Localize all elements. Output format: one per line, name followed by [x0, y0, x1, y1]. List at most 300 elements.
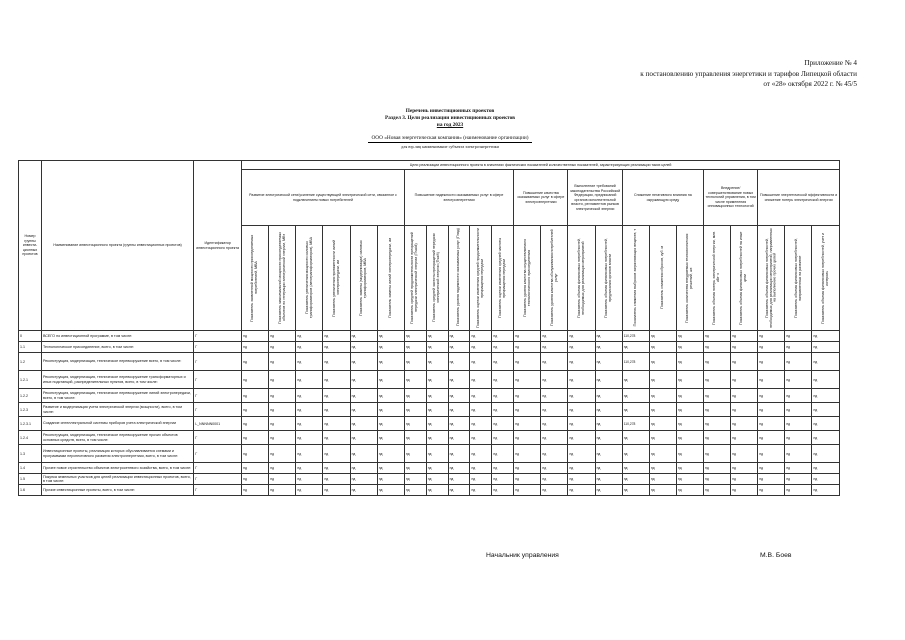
row-value-cell: нд	[323, 485, 350, 496]
row-value-cell: нд	[704, 353, 731, 371]
indicator-head-5	[350, 226, 377, 331]
row-value-cell: нд	[296, 389, 323, 403]
row-value-cell: нд	[470, 463, 492, 474]
row-value-cell: нд	[448, 342, 470, 353]
table-row	[19, 445, 840, 463]
row-value-cell: нд	[426, 342, 448, 353]
row-value-cell: нд	[470, 485, 492, 496]
indicator-label: Показатель замены (модернизации) силовых трансформаторов, МВА	[358, 239, 367, 316]
row-value-cell: нд	[812, 403, 840, 417]
indicator-label: Показатель оценки изменения средней продолжительности прекращения передачи	[476, 227, 484, 328]
row-value-cell: нд	[676, 431, 703, 445]
row-value-cell: нд	[595, 485, 622, 496]
indicator-label: Показатель объема финансовых потребностей, направленных на развитие	[793, 237, 802, 318]
row-value-cell: нд	[492, 342, 514, 353]
row-value-cell: нд	[296, 431, 323, 445]
row-value-cell: нд	[595, 445, 622, 463]
indicator-head-2	[269, 226, 296, 331]
row-value-cell: нд	[404, 389, 426, 403]
row-value-cell: нд	[758, 485, 785, 496]
indicator-head-16	[622, 226, 649, 331]
row-value-cell: нд	[404, 485, 426, 496]
row-number: 1.4	[19, 463, 42, 474]
row-identifier: Г	[194, 353, 242, 371]
row-value-cell: нд	[758, 353, 785, 371]
row-value-cell: нд	[595, 431, 622, 445]
row-name: ВСЕГО по инвестиционной программе, в том числе:	[41, 331, 193, 342]
row-value-cell: нд	[448, 485, 470, 496]
row-value-cell: нд	[731, 474, 758, 485]
row-value-cell: нд	[704, 331, 731, 342]
row-value-cell: нд	[350, 431, 377, 445]
row-name: Создание интеллектуальной системы приборов учета электрической энергии	[41, 417, 193, 431]
indicator-label: Показатель максимальной мощности присоединяемых объектов по генерации электрической энергии, МВт	[277, 231, 286, 324]
row-value-cell: нд	[470, 417, 492, 431]
row-value-cell: нд	[731, 417, 758, 431]
col-head-name: Наименование инвестиционного проекта (группы инвестиционных проектов)	[41, 161, 193, 331]
projects-table	[18, 160, 840, 496]
row-value-cell: нд	[323, 389, 350, 403]
row-value-cell: нд	[785, 417, 812, 431]
indicator-head-18	[676, 226, 703, 331]
table-row	[19, 417, 840, 431]
row-value-cell: нд	[812, 445, 840, 463]
group-head-1: Развитие электрической сети/усиление существующей электрической сети, связанное с подключением новых потребителей	[242, 170, 405, 226]
row-value-cell: нд	[622, 463, 649, 474]
row-value-cell: нд	[296, 474, 323, 485]
row-value-cell: нд	[404, 371, 426, 389]
row-value-cell: нд	[731, 389, 758, 403]
row-value-cell: нд	[595, 371, 622, 389]
indicator-label: Показатель средней продолжительности прекращений передачи электрической энергии (Пsaidi)	[410, 231, 419, 324]
row-number: 1.2.2	[19, 389, 42, 403]
row-value-cell: нд	[296, 485, 323, 496]
indicator-head-1	[242, 226, 269, 331]
row-value-cell: нд	[731, 371, 758, 389]
indicator-head-7	[404, 226, 426, 331]
row-value-cell: нд	[404, 445, 426, 463]
row-value-cell: нд	[296, 371, 323, 389]
row-value-cell: нд	[541, 353, 568, 371]
row-value-cell: нд	[242, 485, 269, 496]
row-value-cell: нд	[448, 417, 470, 431]
row-value-cell: нд	[812, 431, 840, 445]
row-value-cell: нд	[676, 353, 703, 371]
row-name: Прочие инвестиционные проекты, всего, в том числе:	[41, 485, 193, 496]
row-value-cell: нд	[323, 331, 350, 342]
indicator-label: Показатель уровня качества обслуживания потребителей услуг	[549, 229, 558, 326]
row-value-cell: нд	[622, 371, 649, 389]
row-value-cell: нд	[323, 353, 350, 371]
row-value-cell: нд	[404, 431, 426, 445]
row-name: Реконструкция, модернизация, техническое перевооружение трансформаторных и иных подстанций, распределительных пунктов, всего, в том числе:	[41, 371, 193, 389]
indicator-label: Показатель объема финансовых потребностей, учет и контроль	[820, 231, 829, 324]
row-value-cell: нд	[758, 417, 785, 431]
row-value-cell: нд	[269, 445, 296, 463]
row-value-cell: нд	[758, 371, 785, 389]
indicator-label: Показатель увеличения протяженности линий электропередачи, км	[331, 238, 340, 317]
row-value-cell: нд	[649, 389, 676, 403]
row-value-cell: нд	[731, 431, 758, 445]
row-identifier: Г	[194, 431, 242, 445]
row-value-cell: нд	[595, 331, 622, 342]
appendix-date: от «28» октября 2022 г. № 45/5	[763, 80, 857, 88]
row-value-cell: нд	[785, 342, 812, 353]
row-value-cell: нд	[812, 463, 840, 474]
row-value-cell: нд	[541, 371, 568, 389]
row-value-cell: нд	[269, 389, 296, 403]
row-value-cell: нд	[350, 371, 377, 389]
row-value-cell: нд	[704, 389, 731, 403]
row-value-cell: нд	[676, 371, 703, 389]
row-value-cell: нд	[568, 485, 595, 496]
row-value-cell: нд	[541, 331, 568, 342]
row-value-cell: нд	[492, 371, 514, 389]
row-value-cell: нд	[269, 474, 296, 485]
row-value-cell: нд	[622, 403, 649, 417]
col-head-goals: Цели реализации инвестиционного проекта в значениях фактических показателей количественных показателей, характеризующих реализации таких целей	[242, 161, 840, 170]
row-value-cell: нд	[812, 331, 840, 342]
row-value-cell: нд	[350, 485, 377, 496]
row-value-cell: нд	[269, 403, 296, 417]
row-value-cell: нд	[568, 463, 595, 474]
row-number: 0	[19, 331, 42, 342]
row-value-cell: нд	[649, 445, 676, 463]
row-value-cell: нд	[568, 371, 595, 389]
row-value-cell: нд	[492, 403, 514, 417]
row-value-cell: нд	[296, 403, 323, 417]
row-value-cell: нд	[514, 417, 541, 431]
row-value-cell: нд	[242, 463, 269, 474]
row-value-cell: нд	[514, 463, 541, 474]
row-number: 1.5	[19, 474, 42, 485]
row-value-cell: нд	[377, 445, 404, 463]
row-value-cell: нд	[514, 403, 541, 417]
row-value-cell: нд	[426, 445, 448, 463]
table-row	[19, 353, 840, 371]
indicator-label: Показатель оценки изменения средней частоты прекращения передачи	[498, 237, 506, 318]
row-value-cell: нд	[323, 445, 350, 463]
row-value-cell: нд	[704, 403, 731, 417]
row-value-cell: нд	[470, 389, 492, 403]
row-value-cell: нд	[323, 474, 350, 485]
row-value-cell: нд	[350, 403, 377, 417]
row-value-cell: нд	[622, 445, 649, 463]
row-value-cell: нд	[595, 389, 622, 403]
table-row	[19, 371, 840, 389]
row-value-cell: нд	[704, 445, 731, 463]
indicator-head-8	[426, 226, 448, 331]
row-value-cell: нд	[492, 417, 514, 431]
row-value-cell: нд	[731, 445, 758, 463]
row-value-cell: нд	[758, 474, 785, 485]
row-number: 1.2	[19, 353, 42, 371]
row-value-cell: нд	[731, 331, 758, 342]
row-value-cell: нд	[541, 417, 568, 431]
row-value-cell: нд	[242, 389, 269, 403]
organization-name: ООО «Новая энергетическая компания» (наименование организации)	[368, 135, 531, 143]
row-value-cell: нд	[676, 463, 703, 474]
row-value-cell: нд	[568, 445, 595, 463]
row-value-cell: нд	[595, 463, 622, 474]
indicator-head-10	[470, 226, 492, 331]
row-value-cell: нд	[492, 474, 514, 485]
indicator-head-19	[704, 226, 731, 331]
row-value-cell: нд	[541, 342, 568, 353]
row-value-cell: нд	[350, 353, 377, 371]
row-value-cell: нд	[812, 485, 840, 496]
row-value-cell: нд	[377, 353, 404, 371]
row-value-cell: нд	[426, 389, 448, 403]
indicator-label: Показатель снижения сбросов, куб. м	[659, 246, 664, 309]
row-value-cell: нд	[676, 342, 703, 353]
row-value-cell: нд	[269, 417, 296, 431]
row-value-cell: нд	[731, 485, 758, 496]
row-value-cell: нд	[568, 431, 595, 445]
row-identifier: Г	[194, 389, 242, 403]
row-value-cell: нд	[470, 474, 492, 485]
row-number: 1.2.1	[19, 371, 42, 389]
indicator-head-15	[595, 226, 622, 331]
row-value-cell: нд	[812, 417, 840, 431]
row-value-cell: нд	[622, 485, 649, 496]
row-value-cell: нд	[622, 389, 649, 403]
row-value-cell: нд	[704, 417, 731, 431]
indicator-head-17	[649, 226, 676, 331]
row-value-cell: нд	[704, 474, 731, 485]
row-value-cell: нд	[448, 371, 470, 389]
row-value-cell: нд	[242, 431, 269, 445]
row-value-cell: нд	[492, 389, 514, 403]
row-value-cell: нд	[323, 431, 350, 445]
row-value-cell: нд	[812, 342, 840, 353]
row-value-cell: нд	[296, 445, 323, 463]
row-value-cell: нд	[269, 331, 296, 342]
row-value-cell: нд	[704, 371, 731, 389]
row-value-cell: нд	[514, 474, 541, 485]
signature-name: М.В. Боев	[760, 552, 792, 559]
row-value-cell: нд	[377, 389, 404, 403]
row-value-cell: нд	[426, 431, 448, 445]
row-value-cell: нд	[426, 417, 448, 431]
indicator-label: Показатель заявленной мощности присоединяемых потребителей, МВА	[250, 233, 259, 322]
row-name: Реконструкция, модернизация, техническое перевооружение всего, в том числе:	[41, 353, 193, 371]
row-value-cell: нд	[492, 431, 514, 445]
row-value-cell: нд	[242, 371, 269, 389]
row-value-cell: нд	[448, 403, 470, 417]
row-name: Прочее новое строительство объектов электросетевого хозяйства, всего, в том числе:	[41, 463, 193, 474]
indicator-head-11	[492, 226, 514, 331]
row-number: 1.2.4	[19, 431, 42, 445]
row-name: Реконструкция, модернизация, техническое перевооружение линий электропередачи, всего, в том числе:	[41, 389, 193, 403]
row-value-cell: нд	[269, 485, 296, 496]
row-value-cell: нд	[704, 342, 731, 353]
col-head-id: Идентификатор инвестиционного проекта	[194, 161, 242, 331]
row-value-cell: нд	[704, 463, 731, 474]
row-value-cell: нд	[448, 353, 470, 371]
row-value-cell: нд	[296, 463, 323, 474]
row-value-cell: нд	[404, 417, 426, 431]
row-value-cell: нд	[448, 389, 470, 403]
col-head-number: Номер группы инвести-ционных проектов	[19, 161, 42, 331]
row-value-cell: нд	[568, 353, 595, 371]
row-value-cell: нд	[350, 463, 377, 474]
title-line-1: Перечень инвестиционных проектов	[405, 108, 495, 114]
row-value-cell: нд	[622, 474, 649, 485]
row-value-cell: нд	[649, 463, 676, 474]
row-value-cell: нд	[377, 485, 404, 496]
indicator-label: Показатель объема финансовых потребностей, необходимых для реализации мероприятий	[576, 237, 585, 318]
row-value-cell: нд	[448, 463, 470, 474]
row-value-cell: нд	[785, 463, 812, 474]
row-value-cell: нд	[470, 431, 492, 445]
row-value-cell: нд	[350, 445, 377, 463]
indicator-label: Показатель средней частоты прекращений передачи электрической энергии (Пsaifi)	[432, 233, 441, 322]
group-head-7: Повышение энергетической эффективности и снижение потерь электрической энергии	[758, 170, 840, 226]
row-name: Инвестиционные проекты, реализация которых обуславливается схемами и программами перспективного развития электроэнергетики, всего, в том числе:	[41, 445, 193, 463]
table-row	[19, 389, 840, 403]
row-value-cell: нд	[492, 331, 514, 342]
row-value-cell: нд	[541, 403, 568, 417]
row-value-cell: нд	[377, 431, 404, 445]
row-value-cell: нд	[676, 474, 703, 485]
row-value-cell: нд	[448, 474, 470, 485]
row-value-cell: нд	[649, 353, 676, 371]
row-value-cell: нд	[492, 353, 514, 371]
row-value-cell: нд	[377, 371, 404, 389]
appendix-header	[640, 58, 857, 90]
table-row	[19, 474, 840, 485]
table-row	[19, 342, 840, 353]
row-value-cell: нд	[541, 485, 568, 496]
row-value-cell: нд	[541, 431, 568, 445]
row-value-cell: нд	[649, 485, 676, 496]
row-value-cell: нд	[296, 353, 323, 371]
row-value-cell: нд	[676, 403, 703, 417]
row-name: Реконструкция, модернизация, техническое перевооружение прочих объектов основных средств, всего, в том числе:	[41, 431, 193, 445]
row-value-cell: нд	[426, 371, 448, 389]
row-value-cell: нд	[649, 474, 676, 485]
row-value-cell: нд	[785, 445, 812, 463]
row-value-cell: нд	[426, 353, 448, 371]
row-number: 1.3	[19, 445, 42, 463]
row-value-cell: нд	[758, 445, 785, 463]
row-value-cell: нд	[492, 463, 514, 474]
row-value-cell: 110,278	[622, 353, 649, 371]
row-value-cell: нд	[622, 431, 649, 445]
indicator-head-9	[448, 226, 470, 331]
indicator-head-6	[377, 226, 404, 331]
row-value-cell: нд	[269, 371, 296, 389]
indicator-head-14	[568, 226, 595, 331]
row-value-cell: нд	[242, 445, 269, 463]
row-value-cell: нд	[568, 403, 595, 417]
row-value-cell: нд	[785, 371, 812, 389]
row-identifier: Г	[194, 371, 242, 389]
row-value-cell: нд	[758, 342, 785, 353]
row-value-cell: нд	[323, 371, 350, 389]
row-value-cell: нд	[470, 353, 492, 371]
group-head-4: Выполнение требований законодательства Российской Федерации, предписаний органов исполнительной власти, регламентов рынков электрической энергии	[568, 170, 622, 226]
indicator-head-23	[812, 226, 840, 331]
row-value-cell: нд	[812, 474, 840, 485]
row-value-cell: нд	[595, 353, 622, 371]
row-value-cell: нд	[676, 445, 703, 463]
row-value-cell: нд	[812, 389, 840, 403]
row-value-cell: нд	[758, 431, 785, 445]
indicator-label: Показатель увеличения мощности силовых трансформаторов (автотрансформаторов), МВА	[304, 237, 313, 318]
row-value-cell: нд	[448, 445, 470, 463]
indicator-head-4	[323, 226, 350, 331]
row-identifier: Г	[194, 342, 242, 353]
row-value-cell: нд	[704, 431, 731, 445]
row-value-cell: нд	[404, 331, 426, 342]
row-value-cell: нд	[470, 445, 492, 463]
row-value-cell: нд	[323, 342, 350, 353]
row-value-cell: нд	[470, 342, 492, 353]
row-identifier: Г	[194, 474, 242, 485]
row-value-cell: нд	[426, 474, 448, 485]
row-value-cell: нд	[676, 389, 703, 403]
row-value-cell: нд	[350, 342, 377, 353]
row-number: 1.6	[19, 485, 42, 496]
row-value-cell: нд	[377, 417, 404, 431]
group-head-2: Повышение надежности оказываемых услуг в сфере электроэнергетики	[404, 170, 513, 226]
row-identifier: L_NNNNN0001	[194, 417, 242, 431]
table-row	[19, 463, 840, 474]
row-identifier: Г	[194, 463, 242, 474]
row-value-cell: нд	[492, 485, 514, 496]
row-value-cell: нд	[323, 417, 350, 431]
row-value-cell: нд	[649, 371, 676, 389]
row-value-cell: нд	[731, 353, 758, 371]
indicator-label: Показатель снижения выбросов загрязняющих веществ, т	[632, 228, 637, 327]
row-value-cell: нд	[514, 353, 541, 371]
row-value-cell: нд	[514, 445, 541, 463]
row-value-cell: нд	[350, 331, 377, 342]
row-value-cell: нд	[514, 389, 541, 403]
row-value-cell: нд	[649, 342, 676, 353]
row-number: 1.2.3.1	[19, 417, 42, 431]
row-value-cell: нд	[704, 485, 731, 496]
appendix-resolution: к постановлению управления энергетики и тарифов Липецкой области	[640, 69, 857, 78]
row-value-cell: нд	[514, 331, 541, 342]
row-value-cell: нд	[514, 485, 541, 496]
row-value-cell: нд	[568, 474, 595, 485]
row-value-cell: нд	[404, 463, 426, 474]
indicator-label: Показатель уровня надежности оказываемых услуг (Пнад)	[456, 228, 461, 327]
row-value-cell: 110,278	[622, 331, 649, 342]
row-value-cell: нд	[269, 431, 296, 445]
row-value-cell: нд	[676, 417, 703, 431]
title-year: на год 2023	[436, 122, 464, 128]
indicator-label: Показатель объема финансовых потребностей, предписания органов власти	[603, 237, 612, 318]
row-value-cell: 110,278	[622, 417, 649, 431]
row-identifier: Г	[194, 403, 242, 417]
row-value-cell: нд	[812, 353, 840, 371]
row-value-cell: нд	[785, 403, 812, 417]
indicator-head-22	[785, 226, 812, 331]
row-value-cell: нд	[377, 474, 404, 485]
indicator-label: Показатель замены линий электропередачи, км	[387, 237, 392, 318]
group-head-3: Повышение качества оказываемых услуг в сфере электроэнергетики	[514, 170, 568, 226]
row-identifier: Г	[194, 485, 242, 496]
row-value-cell: нд	[676, 485, 703, 496]
indicator-label: Показатель объема потерь электрической энергии, млн. кВт·ч	[712, 230, 721, 325]
row-value-cell: нд	[296, 331, 323, 342]
row-value-cell: нд	[404, 403, 426, 417]
group-head-5: Снижение негативного влияния на окружающую среду	[622, 170, 703, 226]
